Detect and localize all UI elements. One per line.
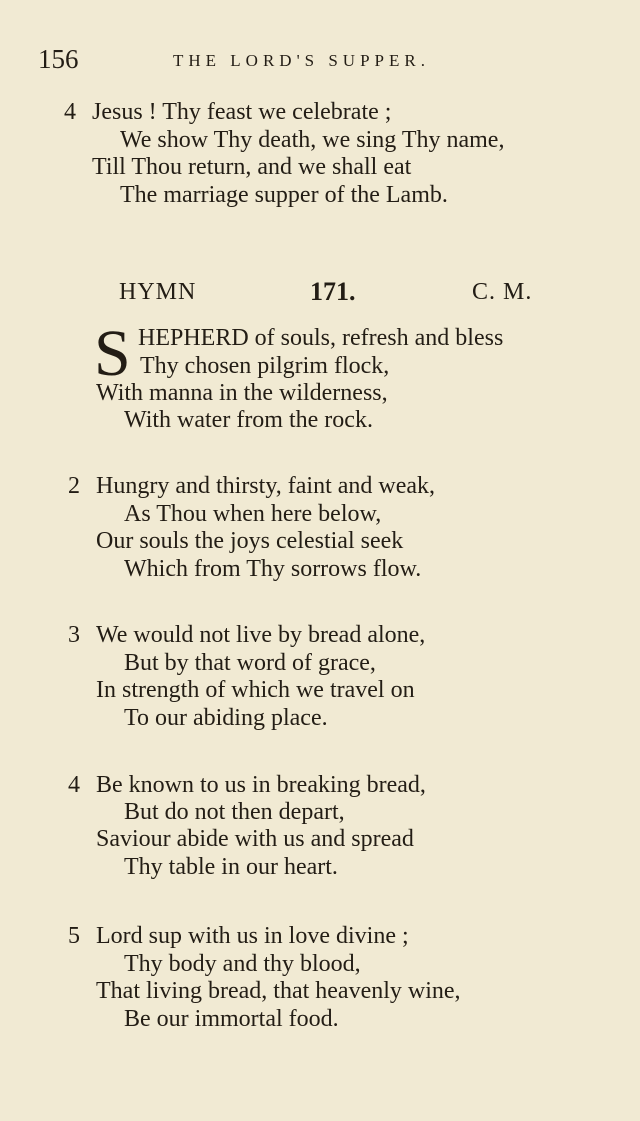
stanza-line: The marriage supper of the Lamb. [120,182,448,208]
stanza-line: To our abiding place. [124,705,328,731]
stanza-line: We would not live by bread alone, [96,622,426,648]
stanza-line: Be our immortal food. [124,1006,339,1032]
stanza-line: That living bread, that heavenly wine, [96,978,461,1004]
stanza-number: 3 [68,622,80,648]
hymn-meter: C. M. [472,279,533,305]
hymn-heading [0,276,640,308]
stanza-line: With manna in the wilderness, [96,380,388,406]
stanza-line: But do not then depart, [124,799,345,825]
stanza-line: Lord sup with us in love divine ; [96,923,409,949]
stanza-line: But by that word of grace, [124,650,376,676]
stanza-line: Saviour abide with us and spread [96,826,414,852]
stanza-number: 4 [64,99,76,125]
stanza-first-line: HEPHERD of souls, refresh and bless [138,325,504,351]
stanza-line: Thy chosen pilgrim flock, [140,353,390,379]
stanza-number: 4 [68,772,80,798]
stanza-line: In strength of which we travel on [96,677,415,703]
stanza-line: Till Thou return, and we shall eat [92,154,412,180]
hymn-number: 171. [310,277,356,306]
stanza-line: Thy body and thy blood, [124,951,361,977]
stanza-line: Hungry and thirsty, faint and weak, [96,473,436,499]
page-header [38,42,598,76]
stanza-line: With water from the rock. [124,407,373,433]
page-number: 156 [38,44,79,74]
stanza-line: We show Thy death, we sing Thy name, [120,127,505,153]
stanza-line: Which from Thy sorrows flow. [124,556,422,582]
stanza-line: As Thou when here below, [124,501,382,527]
drop-cap: S [94,317,131,390]
stanza-line: Jesus ! Thy feast we celebrate ; [92,99,392,125]
running-head: THE LORD'S SUPPER. [173,51,430,70]
stanza-line: Be known to us in breaking bread, [96,772,426,798]
stanza-number: 5 [68,923,80,949]
hymn-label: HYMN [119,279,197,305]
stanza-line: Our souls the joys celestial seek [96,528,404,554]
stanza-line: Thy table in our heart. [124,854,338,880]
stanza-number: 2 [68,473,80,499]
